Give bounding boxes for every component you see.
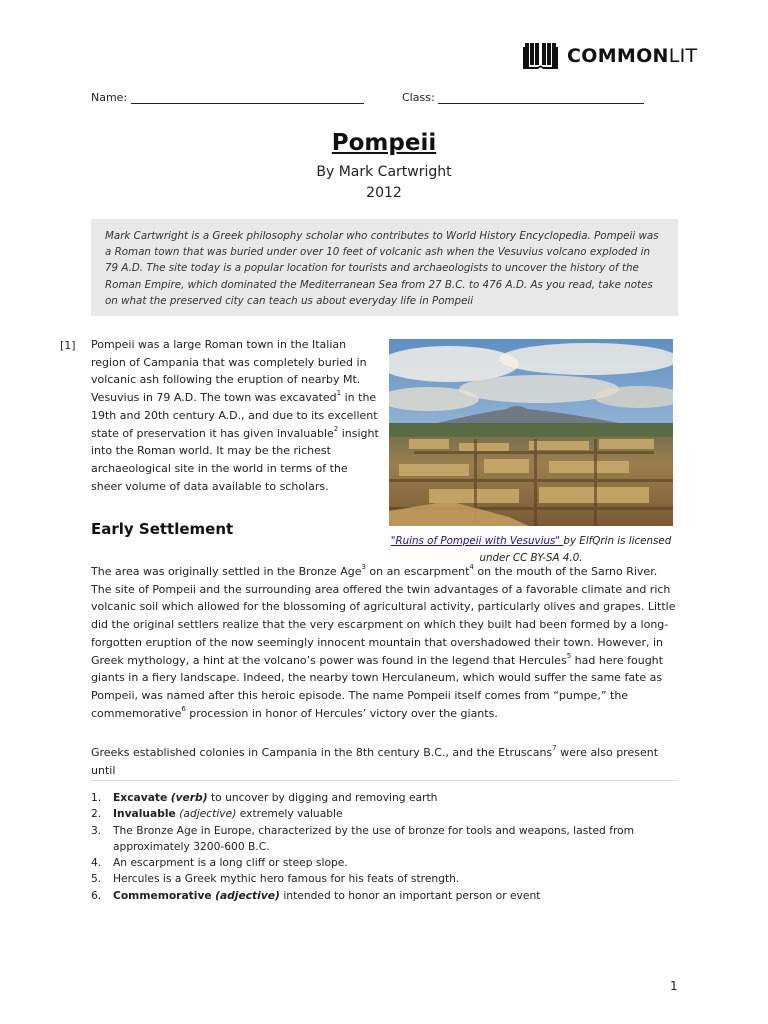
paragraph-3: Greeks established colonies in Campania in the 8th century B.C., and the Etruscans$^7$ were also present until — [91, 744, 659, 777]
footnote-ref-1[interactable]: 1 — [336, 389, 342, 398]
footnote-ref-5[interactable]: 5 — [566, 651, 572, 660]
name-label: Name: — [91, 91, 128, 104]
paragraph-1: Pompeii was a large Roman town in the Italian region of Campania that was completely buried in volcanic ash following the eruption of nearby Mt. Vesuvius in 79 A.D. The town was excavated$^1$ in the 19th and 20th century A.D., and due to its excellent state of preservation it has given invaluable$^2$ insight into the Roman world. It may be the richest archaeological site in the world in terms of the sheer volume of data available to scholars. — [91, 338, 379, 493]
footnote-ref-2[interactable]: 2 — [333, 424, 339, 433]
article-title: Pompeii — [331, 130, 437, 156]
paragraph-2: The area was originally settled in the Bronze Age$^3$ on an escarpment$^4$ on the mouth of the Sarno River. The site of Pompeii and the surrounding area offered the twin advantages of a favorable climate and rich volcanic soil which allowed for the blossoming of agricultural activity, particularly olives and grapes. Little did the original settlers realize that the very escarpment on which they built had been formed by a long-forgotten eruption of the now seemingly innocent mountain that overshadowed their town. However, in Greek mythology, a hint at the volcano’s power was found in the legend that Hercules$^5$ had here fought giants in a fiery landscape. Indeed, the nearby town Herculaneum, which would suffer the same fate as Pompeii, was named after this heroic episode. The name Pompeii itself comes from “pumpe,” the commemorative$^6$ procession in honor of Hercules’ victory over the giants. — [91, 563, 676, 720]
open-book-icon — [522, 42, 559, 70]
class-input-line[interactable] — [438, 103, 644, 104]
footnote-ref-3[interactable]: 3 — [361, 563, 366, 571]
section-heading: Early Settlement — [91, 520, 234, 538]
class-field[interactable] — [402, 91, 644, 104]
footnote-item: 4. An escarpment is a long cliff or steep slope. — [91, 856, 348, 870]
footnote-item: 6. Commemorative (adjective) intended to honor an important person or event — [91, 888, 541, 902]
logo-text: COMMONLIT — [567, 45, 698, 67]
image-caption: "Ruins of Pompeii with Vesuvius" by ElfQrin is licensed under CC BY-SA 4.0. — [390, 535, 672, 564]
name-input-line[interactable] — [131, 103, 364, 104]
intro-text: Mark Cartwright is a Greek philosophy scholar who contributes to World History Encyclopedia. Pompeii was a Roman town that was buried under over 10 feet of volcanic ash when the Vesuvius volcano exploded in 79 A.D. The site today is a popular location for tourists and archaeologists to uncover the history of the Roman Empire, which dominated the Mediterranean Sea from 27 B.C. to 476 A.D. As you read, take notes on what the preserved city can teach us about everyday life in Pompeii — [105, 230, 659, 307]
footnote-ref-7[interactable]: 7 — [552, 744, 557, 752]
pompeii-ruins-photo — [389, 339, 673, 526]
footnote-divider — [91, 780, 678, 781]
intro-box — [91, 219, 678, 316]
footnotes-list — [91, 790, 681, 904]
commonlit-logo — [522, 42, 697, 70]
image-source-link[interactable]: "Ruins of Pompeii with Vesuvius" — [390, 535, 564, 547]
name-field[interactable] — [91, 91, 364, 104]
page-number: 1 — [670, 979, 678, 993]
class-label: Class: — [402, 91, 435, 104]
footnote-ref-6[interactable]: 6 — [181, 704, 186, 713]
paragraph-number: [1] — [60, 339, 76, 352]
footnote-ref-4[interactable]: 4 — [469, 563, 474, 571]
article-year: 2012 — [366, 185, 402, 201]
footnote-item: 1. Excavate (verb) to uncover by digging and removing earth — [91, 791, 438, 804]
footnote-item: 2. Invaluable (adjective) extremely valuable — [91, 807, 343, 821]
article-byline: By Mark Cartwright — [316, 164, 452, 180]
footnote-item: 5. Hercules is a Greek mythic hero famous for his feats of strength. — [91, 872, 460, 886]
footnote-item: 3. The Bronze Age in Europe, characterized by the use of bronze for tools and weapons, lasted from approximately 3200-600 B.C. — [91, 823, 635, 853]
